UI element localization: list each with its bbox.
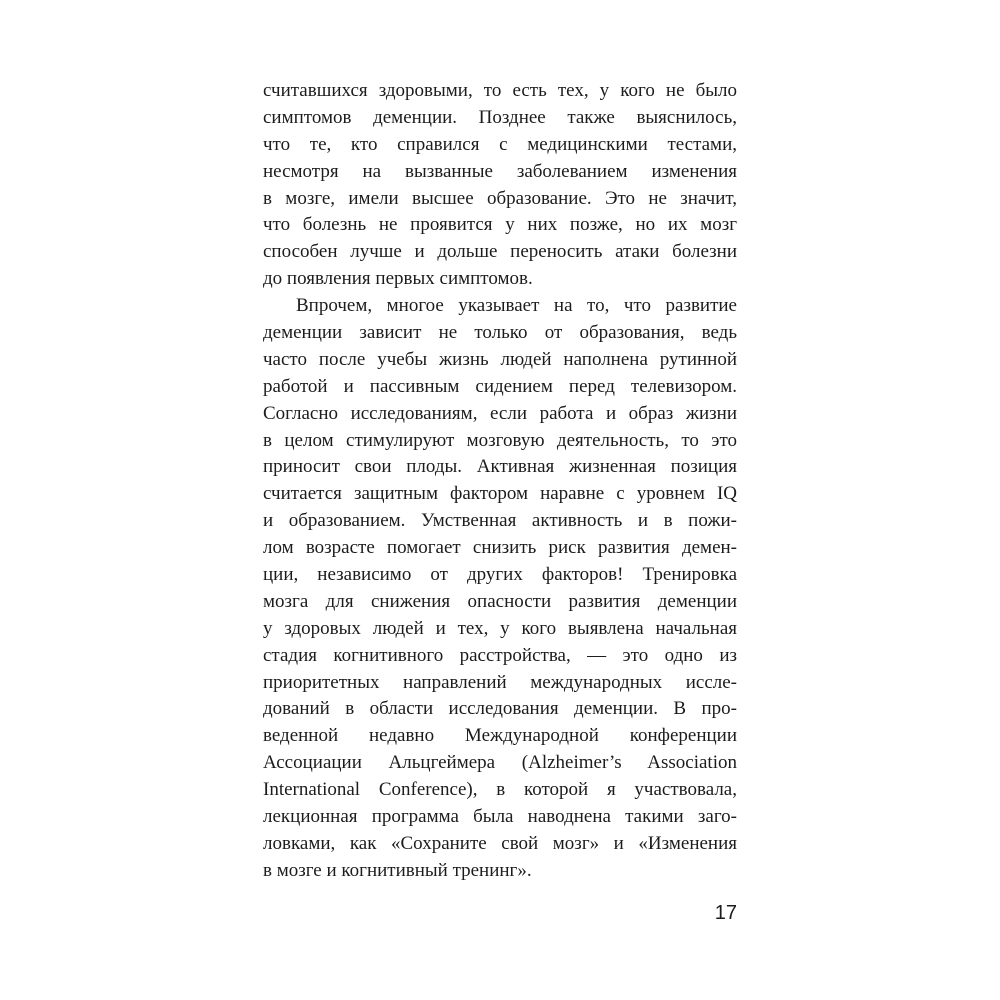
text-line: ловками, как «Сохраните свой мозг» и «Изменения: [263, 832, 737, 854]
text-line: дований в области исследования деменции. В про-: [263, 698, 737, 720]
text-line: Согласно исследованиям, если работа и образ жизни: [263, 402, 737, 424]
text-line: в мозге и когнитивный тренинг».: [263, 859, 532, 881]
text-line: приносит свои плоды. Активная жизненная позиция: [263, 456, 737, 478]
text-line: работой и пассивным сидением перед телевизором.: [263, 375, 737, 397]
text-line: в мозге, имели высшее образование. Это не значит,: [263, 187, 737, 209]
text-line: Ассоциации Альцгеймера (Alzheimer’s Association: [263, 752, 737, 774]
text-line: стадия когнитивного расстройства, — это одно из: [263, 644, 737, 666]
text-line: несмотря на вызванные заболеванием изменения: [263, 160, 737, 182]
text-line: веденной недавно Международной конференции: [263, 725, 737, 747]
text-line: симптомов деменции. Позднее также выяснилось,: [263, 106, 737, 128]
body-text: [263, 78, 737, 885]
text-line: что те, кто справился с медицинскими тестами,: [263, 133, 737, 155]
text-line: у здоровых людей и тех, у кого выявлена начальная: [263, 617, 737, 639]
text-line: лекционная программа была наводнена такими заго-: [263, 806, 737, 828]
text-line: способен лучше и дольше переносить атаки болезни: [263, 241, 737, 263]
text-line: Впрочем, многое указывает на то, что развитие: [296, 295, 737, 317]
text-line: что болезнь не проявится у них позже, но их мозг: [263, 214, 737, 236]
text-line: считавшихся здоровыми, то есть тех, у кого не было: [263, 80, 737, 101]
text-line: ции, независимо от других факторов! Тренировка: [263, 564, 737, 586]
text-line: в целом стимулируют мозговую деятельность, то это: [263, 429, 737, 451]
text-line: часто после учебы жизнь людей наполнена рутинной: [263, 348, 737, 370]
text-line: и образованием. Умственная активность и в пожи-: [263, 510, 737, 532]
text-line: лом возрасте помогает снизить риск развития демен-: [263, 537, 737, 559]
text-line: мозга для снижения опасности развития деменции: [263, 590, 737, 612]
text-line: приоритетных направлений международных иссле-: [263, 671, 737, 693]
text-line: деменции зависит не только от образования, ведь: [263, 322, 737, 344]
paragraph-2: [263, 293, 737, 885]
page-number: 17: [714, 902, 737, 924]
text-line: считается защитным фактором наравне с уровнем IQ: [263, 483, 737, 505]
text-line: до появления первых симптомов.: [263, 268, 533, 290]
text-line: International Conference), в которой я участвовала,: [263, 779, 737, 801]
paragraph-1: [263, 78, 737, 293]
